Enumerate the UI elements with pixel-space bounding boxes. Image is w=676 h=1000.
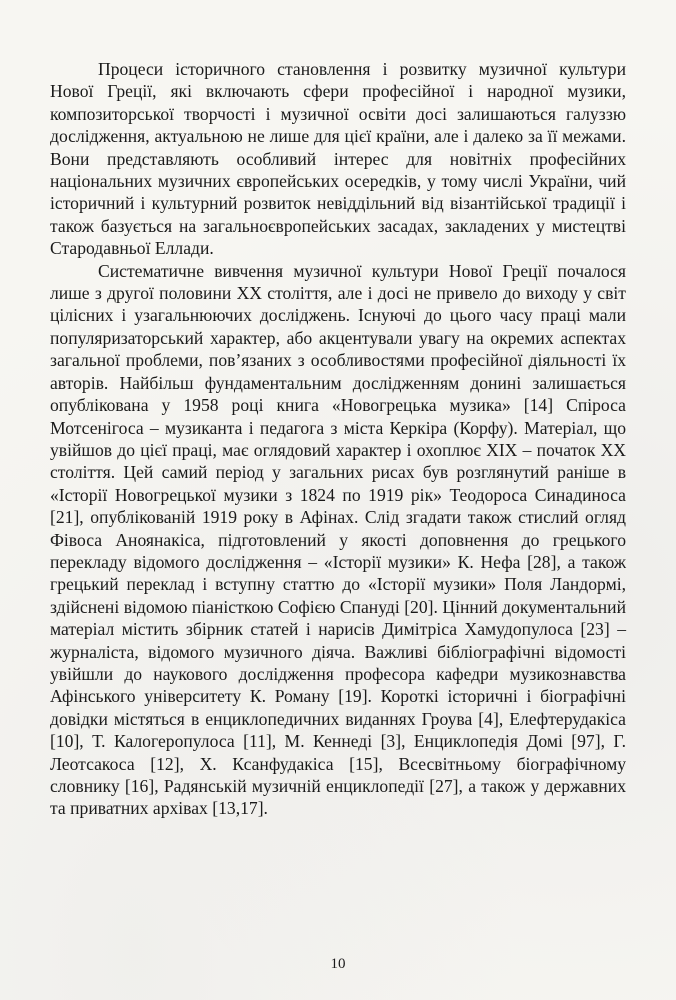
paragraph-literature-review: Систематичне вивчення музичної культури Нової Греції почалося лише з другої половини ХХ століття, але і досі не привело до виходу у світ цілісних і узагальнюючих досліджень. Існуючі до цього часу праці мали популяризаторський характер, або акцентували увагу на окремих аспектах загальної проблеми, пов’язаних з особливостями професійної діяльності їх авторів. Найбільш фундаментальним дослідженням донині залишається опублікована у 1958 році книга «Новогрецька музика» [14] Спіроса Мотсенігоса – музиканта і педагога з міста Керкіра (Корфу). Матеріал, що увійшов до цієї праці, має оглядовий характер і охоплює ХІХ – початок ХХ століття. Цей самий період у загальних рисах був розглянутий раніше в «Історії Новогрецької музики з 1824 по 1919 рік» Теодороса Синадиноса [21], опублікованій 1919 року в Афінах. Слід згадати також стислий огляд Фівоса Аноянакіса, підготовлений у якості доповнення до грецького перекладу відомого дослідження – «Історії музики» К. Нефа [28], а також грецький переклад і вступну статтю до «Історії музики» Поля Ландормі, здійснені відомою піаністкою Софією Спануді [20]. Цінний документальний матеріал містить збірник статей і нарисів Димітріса Хамудопулоса [23] – журналіста, відомого музичного діяча. Важливі бібліографічні відомості увійшли до наукового дослідження професора кафедри музикознавства Афінського університету К. Роману [19]. Короткі історичні і біографічні довідки містяться в енциклопедичних виданнях Гроува [4], Елефтерудакіса [10], Т. Калогеропулоса [11], М. Кеннеді [3], Енциклопедія Домі [97], Г. Леотсакоса [12], Х. Ксанфудакіса [15], Всесвітньому біографічному словнику [16], Радянській музичній енциклопедії [27], а також у державних та приватних архівах [13,17].	[50, 260, 626, 819]
page-number: 10	[330, 956, 346, 972]
body-text	[50, 58, 626, 820]
paragraph-intro: Процеси історичного становлення і розвитку музичної культури Нової Греції, які включають сфери професійної і народної музики, композиторської творчості і музичної освіти досі залишаються галуззю дослідження, актуальною не лише для цієї країни, але і далеко за її межами. Вони представляють особливий інтерес для новітніх професійних національних музичних європейських осередків, у тому числі України, чий історичний і культурний розвиток невіддільний від візантійської традиції і також базується на загальноєвропейських засадах, закладених у мистецтві Стародавньої Еллади.	[50, 59, 626, 259]
